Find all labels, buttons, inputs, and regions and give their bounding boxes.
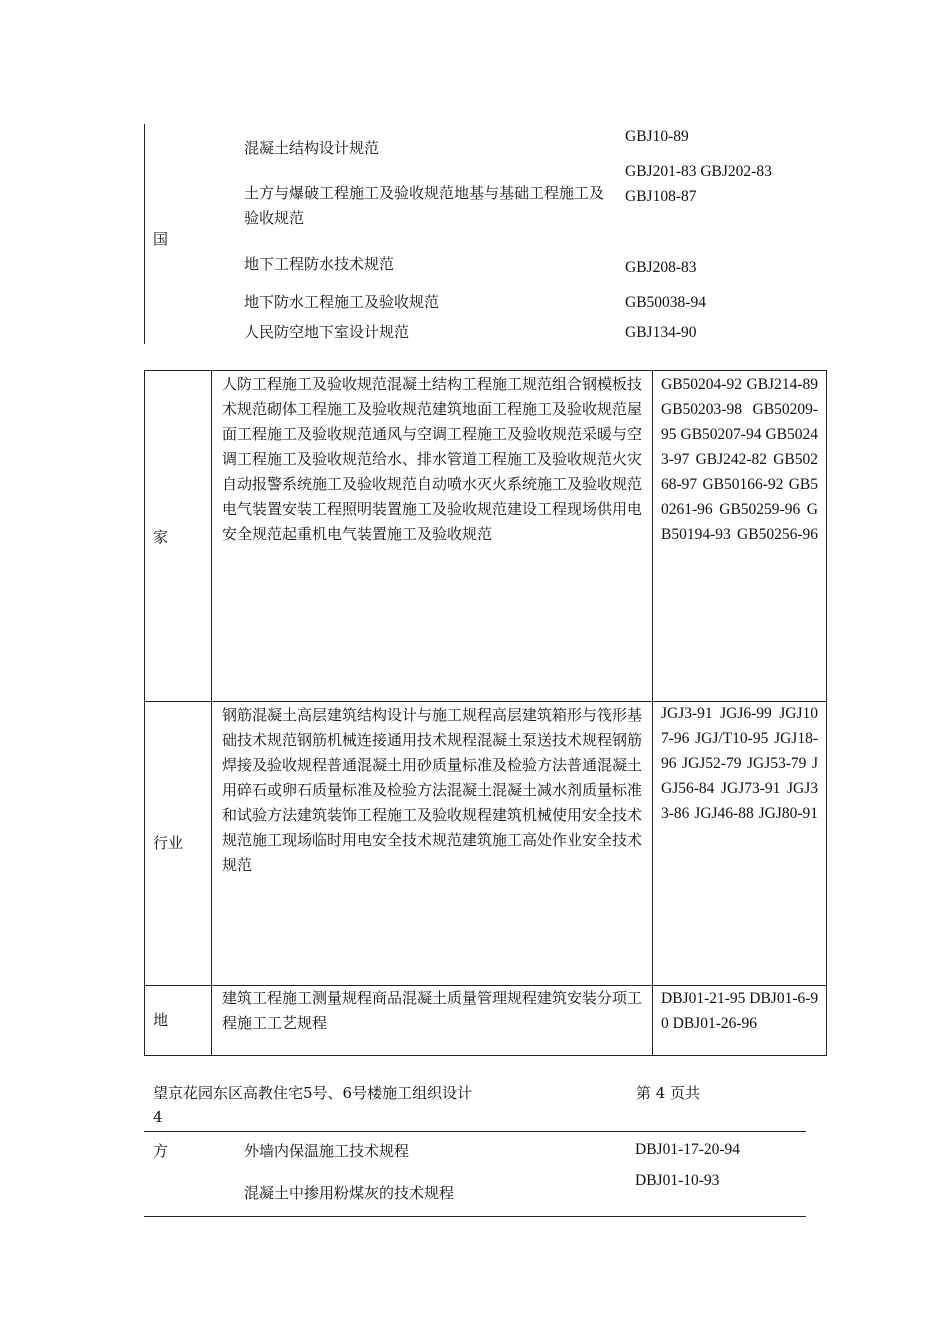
page-number-label: 第 4 页共 (636, 1084, 701, 1102)
category-label-guo: 国 (153, 230, 169, 248)
category-label-jia: 家 (153, 528, 169, 546)
standard-codes-list: DBJ01-21-95 DBJ01-6-90 DBJ01-26-96 (661, 990, 819, 1032)
standard-code: GBJ208-83 (625, 259, 697, 276)
standard-name: 混凝土结构设计规范 (244, 139, 380, 157)
standard-name: 土方与爆破工程施工及验收规范地基与基础工程施工及验收规范 (244, 184, 605, 227)
standard-names-list: 人防工程施工及验收规范混凝土结构工程施工规范组合钢模板技术规范砌体工程施工及验收规范建筑地面工程施工及验收规范屋面工程施工及验收规范通风与空调工程施工及验收规范采暖与空调工程施工及验收规范给水、排水管道工程施工及验收规范火灾自动报警系统施工及验收规范自动喷水灭火系统施工及验收规范电气装置安装工程照明装置施工及验收规范建设工程现场供用电安全规范起重机电气装置施工及验收规范 (222, 375, 643, 543)
standard-code: GB50038-94 (625, 294, 706, 311)
section-bottom-rule (144, 1216, 806, 1217)
standard-names-list: 建筑工程施工测量规程商品混凝土质量管理规程建筑安装分项工程施工工艺规程 (222, 989, 643, 1032)
document-title: 望京花园东区高教住宅5号、6号楼施工组织设计 (153, 1084, 473, 1102)
standard-names-list: 钢筋混凝土高层建筑结构设计与施工规程高层建筑箱形与筏形基础技术规范钢筋机械连接通用技术规程混凝土泵送技术规程钢筋焊接及验收规程普通混凝土用砂质量标准及检验方法普通混凝土用碎石或卵石质量标准及检验方法混凝土混凝土减水剂质量标准和试验方法建筑装饰工程施工及验收规程建筑机械使用安全技术规范施工现场临时用电安全技术规范建筑施工高处作业安全技术规范 (222, 706, 643, 874)
standard-codes-list: JGJ3-91 JGJ6-99 JGJ107-96 JGJ/T10-95 JGJ18-96 JGJ52-79 JGJ53-79 JGJ56-84 JGJ73-91 JGJ33-86 JGJ46-88 JGJ80-91 (661, 705, 818, 822)
standard-codes-list: GB50204-92 GBJ214-89 GB50203-98 GB50209-95 GB50207-94 GB50243-97 GBJ242-82 GB50268-97 GB50166-92 GB50261-96 GB50259-96 GB50194-93 GB50256-96 (661, 376, 818, 543)
standard-name: 混凝土中掺用粉煤灰的技术规程 (244, 1184, 455, 1202)
page-total: 4 (153, 1108, 163, 1126)
top-section-left-border (144, 124, 145, 344)
standard-code: DBJ01-17-20-94 (635, 1141, 741, 1158)
category-label-hangye: 行业 (153, 834, 184, 852)
category-label-di: 地 (153, 1011, 169, 1029)
standard-code: GBJ10-89 (625, 128, 689, 145)
standard-name: 外墙内保温施工技术规程 (244, 1142, 410, 1160)
category-label-fang: 方 (153, 1142, 169, 1160)
standard-code: GBJ134-90 (625, 324, 697, 341)
standard-name: 地下防水工程施工及验收规范 (244, 293, 440, 311)
standard-name: 地下工程防水技术规范 (244, 255, 395, 273)
section-top-rule (144, 1131, 806, 1132)
standard-code: DBJ01-10-93 (635, 1172, 720, 1189)
standard-name: 人民防空地下室设计规范 (244, 323, 410, 341)
standard-code: GBJ201-83 GBJ202-83 GBJ108-87 (625, 163, 772, 205)
